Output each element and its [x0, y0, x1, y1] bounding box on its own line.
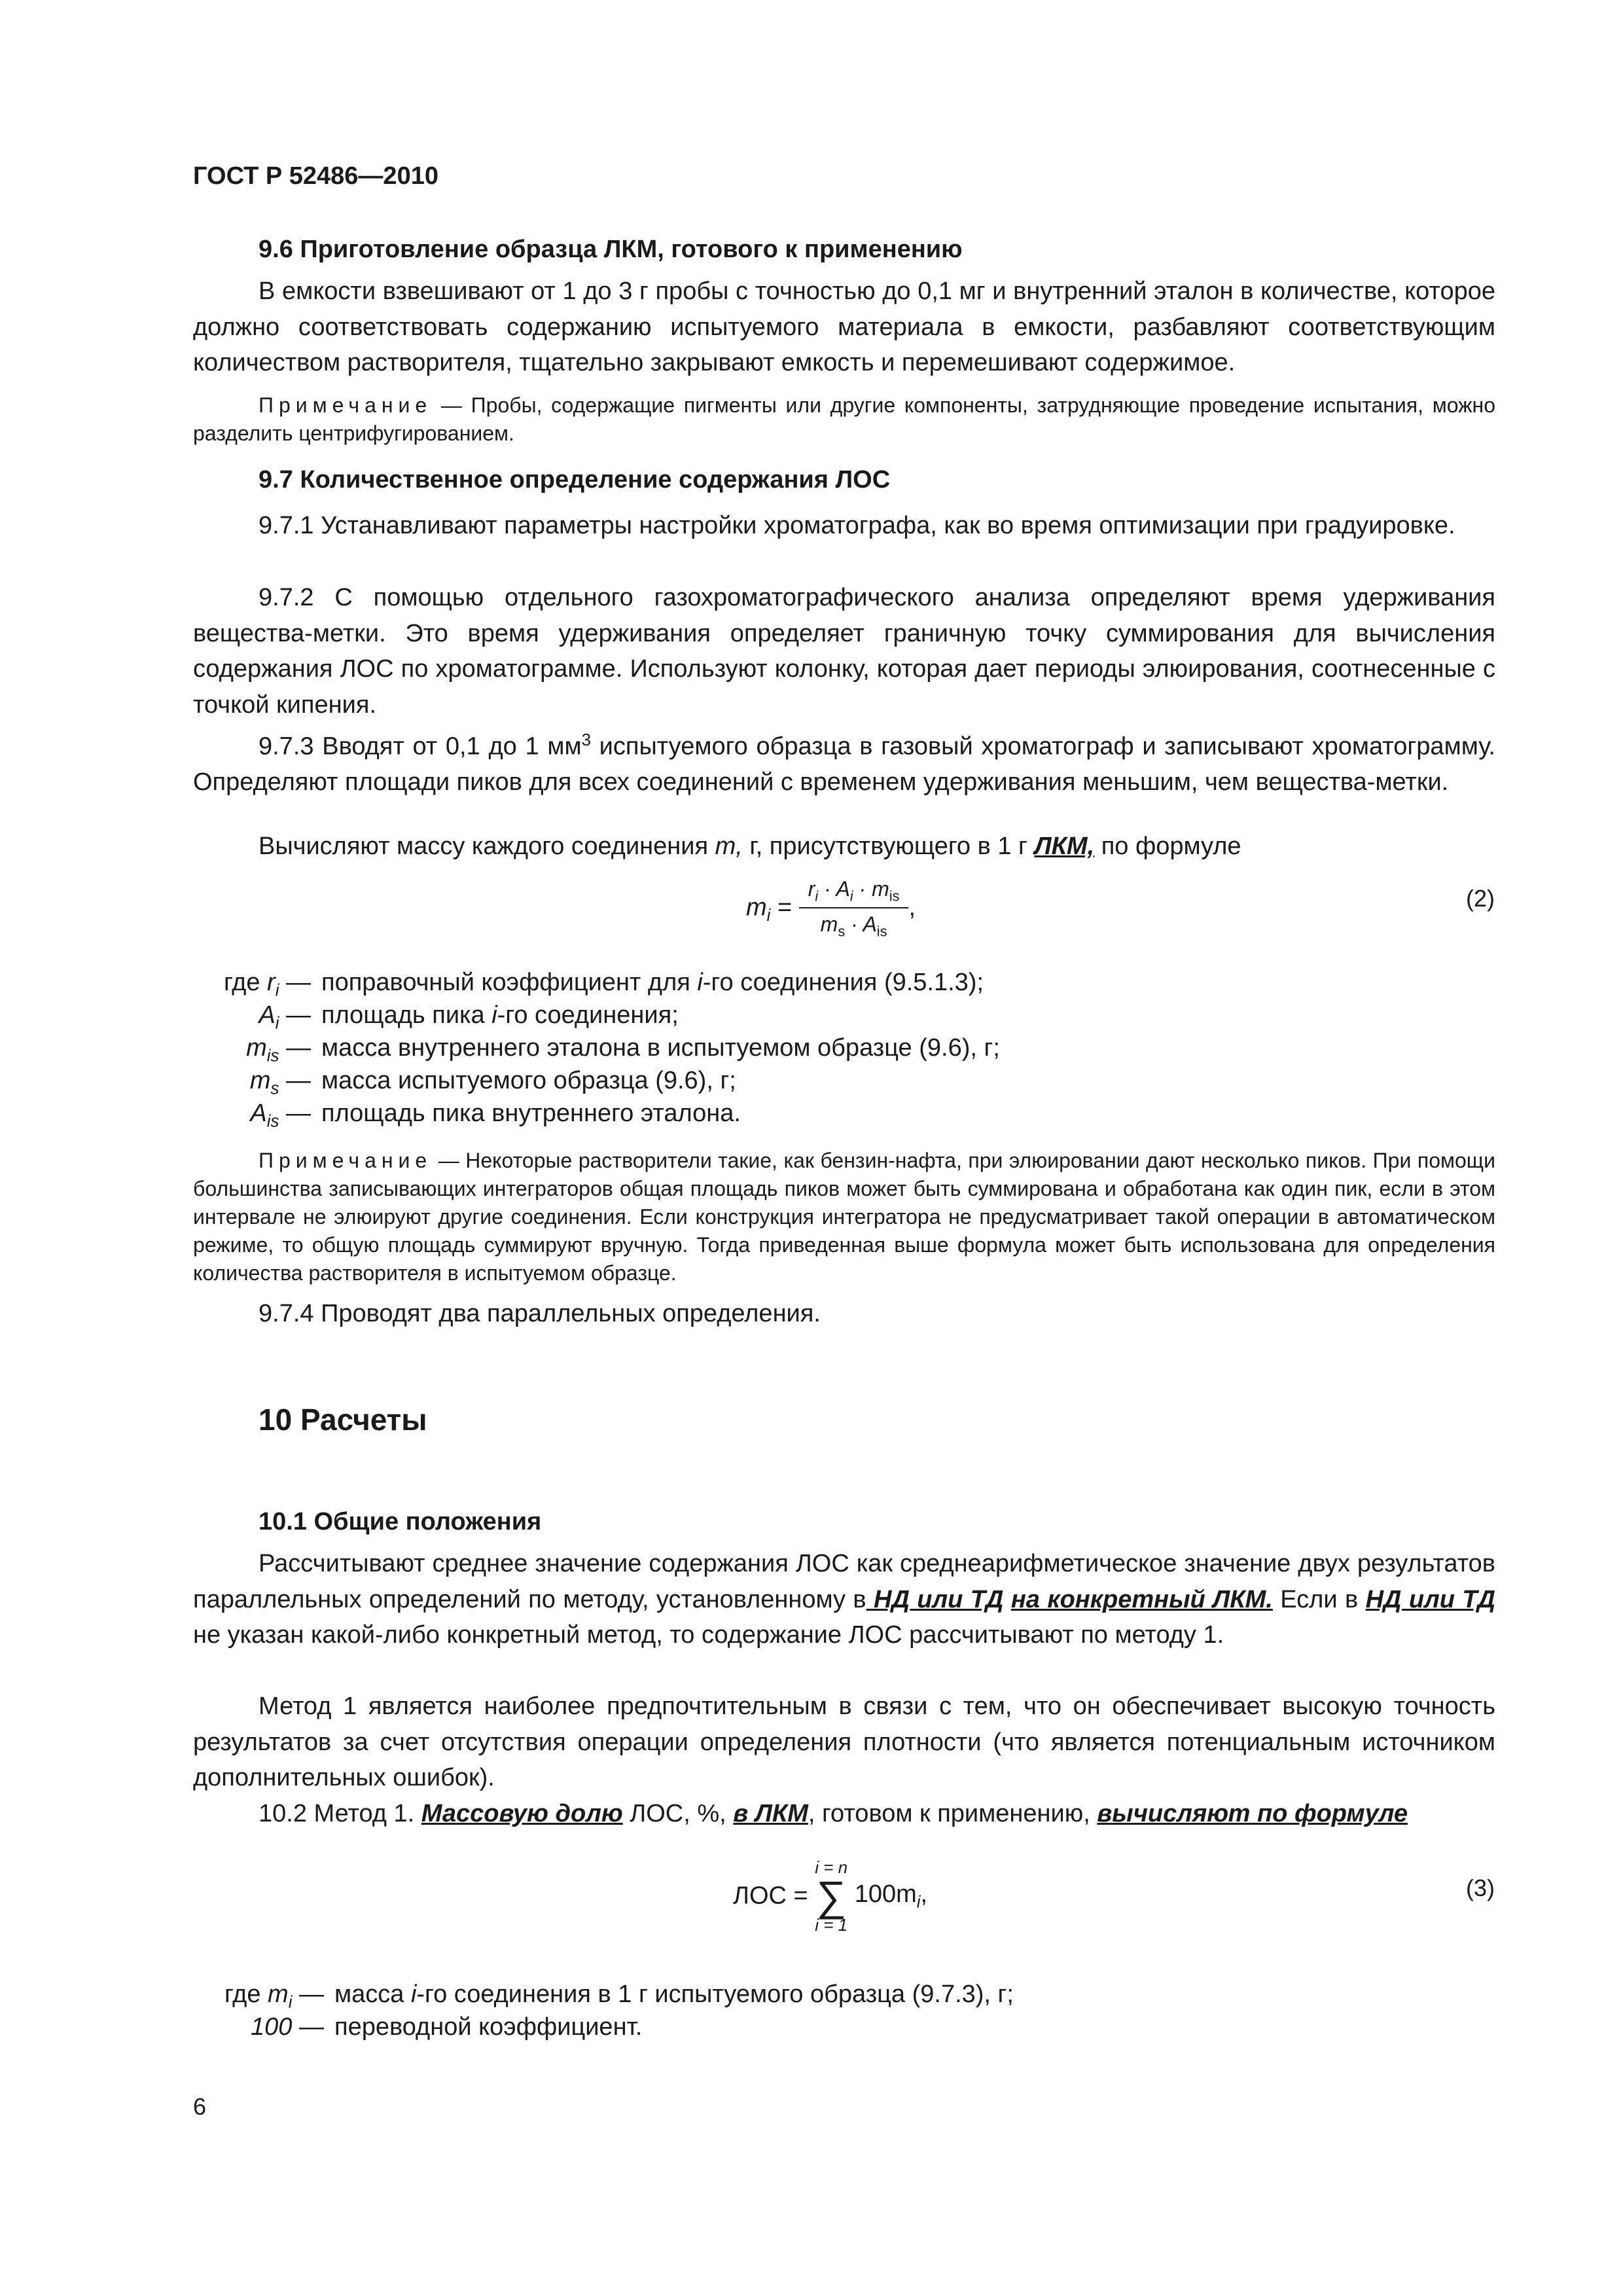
legend-row: [193, 1031, 1000, 1064]
section-9-7-note: [193, 1147, 1495, 1287]
section-10-1-heading: 10.1 Общие положения: [259, 1508, 542, 1535]
legend-row: [193, 1978, 1014, 2011]
formula-2-fraction: $\frac{r_i \cdot A_i \cdot m_{is}}{m_s \cdot A_{is}}$: [799, 877, 909, 941]
note-label: Примечание: [259, 1149, 433, 1172]
legend-symbol: $A_{is}$ —: [250, 1100, 311, 1131]
formula-3: ЛОС = i = n ∑ i = 1 $100m_i$,: [733, 1857, 928, 1935]
legend-symbol: 100 —: [251, 2013, 324, 2041]
paragraph-10-1: Рассчитывают среднее значение содержания ЛОС как среднеарифметическое значение двух результатов параллельных определений по методу, установленному в НД или ТД на конкретный ЛКМ. Если в НД или ТД не указан какой-либо конкретный метод, то содержание ЛОС рассчитывают по методу 1.: [193, 1550, 1495, 1649]
section-10-heading: 10 Расчеты: [259, 1403, 427, 1437]
formula-2-legend: [193, 966, 1000, 1130]
paragraph-9-7-3: 9.7.3 Вводят от 0,1 до 1 $мм^3$ испытуемого образца в газовый хроматограф и записывают хроматограмму. Определяют площади пиков для всех соединений с временем удерживания меньшим, чем вещества-метки.: [193, 731, 1495, 797]
legend-row: [193, 1064, 1000, 1097]
section-9-7-heading: 9.7 Количественное определение содержания ЛОС: [259, 466, 891, 493]
legend-symbol: где $m_i$ —: [224, 1981, 324, 2012]
legend-symbol: $A_i$ —: [259, 1001, 311, 1033]
paragraph-10-1-method: Метод 1 является наиболее предпочтительным в связи с тем, что он обеспечивает высокую точность результатов за счет отсутствия операции определения плотности (что является потенциальным источником дополнительных ошибок).: [193, 1693, 1495, 1791]
paragraph-10-2: 10.2 Метод 1. Массовую долю ЛОС, %, в ЛКМ, готовом к применению, вычисляют по формуле: [259, 1800, 1408, 1827]
legend-description: площадь пика i-го соединения;: [321, 1001, 679, 1029]
legend-description: масса внутреннего эталона в испытуемом образце (9.6), г;: [321, 1034, 1000, 1062]
formula-2: $m_i$ = $\frac{r_i \cdot A_i \cdot m_{is}}{m_s \cdot A_{is}}$ ,: [746, 877, 916, 940]
paragraph-9-7-4: 9.7.4 Проводят два параллельных определения.: [259, 1300, 821, 1327]
note-text: — Некоторые растворители такие, как бензин-нафта, при элюировании дают несколько пиков. При помощи большинства записывающих интеграторов общая площадь пиков может быть суммирована и обработана как один пик, если в этом интервале не элюируют другие соединения. Если конструкция интегратора не предусматривает такой операции в автоматическом режиме, то общую площадь суммируют вручную. Тогда приведенная выше формула может быть использована для определения количества растворителя в испытуемом образце.: [193, 1149, 1495, 1285]
formula-3-number: (3): [1466, 1874, 1495, 1901]
section-9-6-heading: 9.6 Приготовление образца ЛКМ, готового к применению: [259, 236, 963, 263]
legend-description: переводной коэффициент.: [334, 2013, 643, 2041]
note-label: Примечание: [259, 393, 433, 417]
formula-3-legend: [193, 1978, 1014, 2043]
legend-symbol: $m_{is}$ —: [246, 1034, 311, 1066]
formula-2-number: (2): [1466, 885, 1495, 912]
legend-row: [193, 1097, 1000, 1130]
legend-row: [193, 999, 1000, 1031]
sum-symbol: i = n ∑ i = 1: [815, 1857, 848, 1935]
note-text: — Пробы, содержащие пигменты или другие компоненты, затрудняющие проведение испытания, можно разделить центрифугированием.: [193, 393, 1495, 445]
legend-symbol: где $r_i$ —: [224, 969, 311, 1000]
page-number: 6: [193, 2093, 207, 2120]
legend-description: масса испытуемого образца (9.6), г;: [321, 1067, 736, 1094]
document-header: ГОСТ Р 52486—2010: [193, 162, 438, 190]
legend-row: [193, 2011, 1014, 2043]
paragraph-9-7-2: 9.7.2 С помощью отдельного газохроматографического анализа определяют время удерживания вещества-метки. Это время удерживания определяет граничную точку суммирования для вычисления содержания ЛОС по хроматограмме. Используют колонку, которая дает периоды элюирования, соотнесенные с точкой кипения.: [193, 584, 1495, 719]
legend-row: [193, 966, 1000, 999]
legend-symbol: $m_s$ —: [249, 1067, 311, 1098]
section-9-6-text: В емкости взвешивают от 1 до 3 г пробы с точностью до 0,1 мг и внутренний эталон в количестве, которое должно соответствовать содержанию испытуемого материала в емкости, разбавляют соответствующим количеством растворителя, тщательно закрывают емкость и перемешивают содержимое.: [193, 278, 1495, 376]
paragraph-mass-formula-intro: Вычисляют массу каждого соединения m, г, присутствующего в 1 г ЛКМ, по формуле: [259, 833, 1241, 860]
paragraph-9-7-1: 9.7.1 Устанавливают параметры настройки хроматографа, как во время оптимизации при градуировке.: [259, 512, 1455, 539]
legend-description: площадь пика внутреннего эталона.: [321, 1100, 741, 1127]
legend-description: масса i-го соединения в 1 г испытуемого образца (9.7.3), г;: [334, 1981, 1014, 2008]
section-9-6-note: [193, 391, 1495, 448]
legend-description: поправочный коэффициент для i-го соединения (9.5.1.3);: [321, 969, 984, 996]
